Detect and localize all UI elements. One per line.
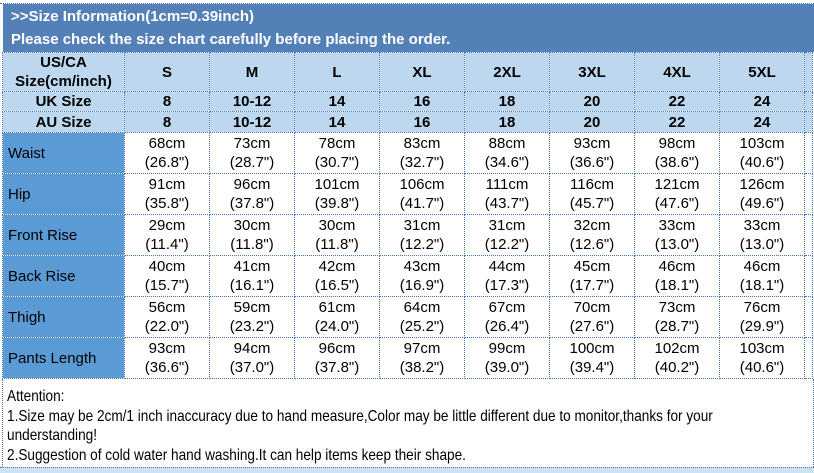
measurement-cell [720, 174, 805, 215]
measurement-cell [295, 133, 380, 174]
attention-line: 2.Suggestion of cold water hand washing.It can help items keep their shape. [7, 446, 466, 464]
banner-title: >>Size Information(1cm=0.39inch) [11, 8, 254, 25]
cm-value: 100cm [569, 340, 615, 357]
inch-value: (12.6") [569, 236, 615, 253]
au-size-cell: 18 [465, 112, 550, 133]
size-header-cell: L [295, 53, 380, 92]
au-size-cell: 20 [550, 112, 635, 133]
measurement-cell [635, 338, 720, 379]
cm-value: 61cm [318, 299, 356, 316]
cm-value: 33cm [743, 217, 781, 234]
size-info-banner [3, 4, 814, 52]
size-header-cell: 2XL [465, 53, 550, 92]
measurement-cell [720, 297, 805, 338]
measurement-cell [210, 338, 295, 379]
measurement-cell [380, 174, 465, 215]
row-label-cell: Back Rise [3, 256, 125, 297]
cm-value: 96cm [318, 340, 356, 357]
measurement-row-waist [3, 133, 813, 174]
cm-value: 30cm [318, 217, 356, 234]
measurement-cell [380, 133, 465, 174]
cm-value: 32cm [573, 217, 611, 234]
inch-value: (34.6") [484, 154, 530, 171]
measurement-cell [550, 174, 635, 215]
filler-cell [805, 112, 813, 133]
inch-value: (24.0") [314, 318, 360, 335]
filler-cell [805, 215, 813, 256]
inch-value: (39.8") [314, 195, 360, 212]
measurement-cell [720, 133, 805, 174]
inch-value: (37.8") [229, 195, 275, 212]
cm-value: 103cm [739, 135, 785, 152]
uk-size-cell: 8 [125, 92, 210, 112]
uk-size-cell: 14 [295, 92, 380, 112]
inch-value: (18.1") [654, 277, 700, 294]
inch-value: (40.6") [739, 154, 785, 171]
inch-value: (17.3") [484, 277, 530, 294]
inch-value: (36.6") [569, 154, 615, 171]
row-label-cell: Front Rise [3, 215, 125, 256]
inch-value: (37.0") [229, 359, 275, 376]
size-header-cell: 3XL [550, 53, 635, 92]
cm-value: 40cm [148, 258, 186, 275]
au-size-cell: 24 [720, 112, 805, 133]
measurement-row-thigh [3, 297, 813, 338]
inch-value: (11.4") [145, 236, 189, 253]
corner-header-cell [3, 53, 125, 92]
inch-value: (26.8") [144, 154, 190, 171]
cm-value: 41cm [233, 258, 271, 275]
corner-line1: US/CA [40, 54, 87, 71]
measurement-cell [295, 338, 380, 379]
cm-value: 64cm [403, 299, 441, 316]
cm-value: 96cm [233, 176, 271, 193]
bottom-edge-strip [0, 467, 814, 473]
measurement-cell [635, 133, 720, 174]
cm-value: 68cm [148, 135, 186, 152]
uk-size-cell: 18 [465, 92, 550, 112]
inch-value: (17.7") [569, 277, 615, 294]
cm-value: 67cm [488, 299, 526, 316]
size-header-cell: 4XL [635, 53, 720, 92]
inch-value: (32.7") [399, 154, 445, 171]
uk-size-cell: 20 [550, 92, 635, 112]
cm-value: 121cm [654, 176, 700, 193]
inch-value: (27.6") [569, 318, 615, 335]
inch-value: (12.2") [399, 236, 445, 253]
uk-size-label: UK Size [3, 92, 125, 112]
cm-value: 97cm [403, 340, 441, 357]
measurement-cell [125, 338, 210, 379]
uk-size-row [3, 92, 813, 112]
measurement-cell [380, 256, 465, 297]
measurement-cell [720, 256, 805, 297]
row-label-cell: Thigh [3, 297, 125, 338]
inch-value: (28.7") [229, 154, 275, 171]
measurement-cell [550, 133, 635, 174]
measurement-cell [210, 256, 295, 297]
inch-value: (47.6") [654, 195, 700, 212]
size-header-cell: M [210, 53, 295, 92]
inch-value: (15.7") [144, 277, 190, 294]
cm-value: 45cm [573, 258, 611, 275]
measurement-cell [210, 133, 295, 174]
inch-value: (13.0") [739, 236, 785, 253]
inch-value: (16.5") [314, 277, 360, 294]
row-label-cell: Pants Length [3, 338, 125, 379]
cm-value: 73cm [233, 135, 271, 152]
inch-value: (16.9") [399, 277, 445, 294]
measurement-cell [550, 297, 635, 338]
measurement-cell [720, 215, 805, 256]
inch-value: (37.8") [314, 359, 360, 376]
measurement-cell [380, 215, 465, 256]
measurement-row-pants-length [3, 338, 813, 379]
inch-value: (39.4") [569, 359, 615, 376]
uk-size-cell: 22 [635, 92, 720, 112]
measurement-row-front-rise [3, 215, 813, 256]
corner-line2: Size(cm/inch) [15, 73, 112, 90]
row-label-cell: Waist [3, 133, 125, 174]
measurement-cell [465, 297, 550, 338]
measurement-cell [295, 174, 380, 215]
cm-value: 103cm [739, 340, 785, 357]
size-chart-table [2, 52, 813, 379]
inch-value: (40.6") [739, 359, 785, 376]
measurement-cell [125, 174, 210, 215]
cm-value: 30cm [233, 217, 271, 234]
au-size-label: AU Size [3, 112, 125, 133]
measurement-cell [295, 215, 380, 256]
inch-value: (16.1") [229, 277, 275, 294]
measurement-cell [380, 338, 465, 379]
cm-value: 83cm [403, 135, 441, 152]
measurement-cell [210, 174, 295, 215]
row-label-cell: Hip [3, 174, 125, 215]
inch-value: (45.7") [569, 195, 615, 212]
cm-value: 88cm [488, 135, 526, 152]
measurement-cell [295, 256, 380, 297]
au-size-cell: 16 [380, 112, 465, 133]
inch-value: (36.6") [144, 359, 190, 376]
inch-value: (12.2") [484, 236, 530, 253]
measurement-cell [550, 256, 635, 297]
uk-size-cell: 10-12 [210, 92, 295, 112]
inch-value: (26.4") [484, 318, 530, 335]
size-header-cell: S [125, 53, 210, 92]
filler-cell [805, 92, 813, 112]
filler-cell [805, 338, 813, 379]
cm-value: 33cm [658, 217, 696, 234]
au-size-cell: 22 [635, 112, 720, 133]
inch-value: (38.6") [654, 154, 700, 171]
cm-value: 111cm [485, 176, 529, 193]
uk-size-cell: 24 [720, 92, 805, 112]
measurement-cell [550, 338, 635, 379]
cm-value: 126cm [739, 176, 785, 193]
au-size-row [3, 112, 813, 133]
inch-value: (23.2") [229, 318, 275, 335]
cm-value: 31cm [488, 217, 526, 234]
size-header-cell: 5XL [720, 53, 805, 92]
measurement-cell [125, 133, 210, 174]
inch-value: (28.7") [654, 318, 700, 335]
inch-value: (25.2") [399, 318, 445, 335]
inch-value: (29.9") [739, 318, 785, 335]
filler-cell [805, 174, 813, 215]
au-size-cell: 14 [295, 112, 380, 133]
cm-value: 42cm [318, 258, 356, 275]
attention-line: understanding! [7, 427, 97, 444]
cm-value: 78cm [318, 135, 356, 152]
cm-value: 29cm [148, 217, 186, 234]
inch-value: (43.7") [484, 195, 530, 212]
cm-value: 44cm [488, 258, 526, 275]
measurement-cell [295, 297, 380, 338]
filler-cell [805, 297, 813, 338]
cm-value: 46cm [743, 258, 781, 275]
attention-line: 1.Size may be 2cm/1 inch inaccuracy due to hand measure,Color may be little different due to monitor,thanks for your [7, 407, 713, 425]
measurement-row-back-rise [3, 256, 813, 297]
measurement-cell [210, 215, 295, 256]
cm-value: 106cm [399, 176, 445, 193]
au-size-cell: 10-12 [210, 112, 295, 133]
inch-value: (30.7") [314, 154, 360, 171]
filler-cell [805, 53, 813, 92]
cm-value: 91cm [148, 176, 186, 193]
au-size-cell: 8 [125, 112, 210, 133]
inch-value: (22.0") [144, 318, 190, 335]
inch-value: (13.0") [654, 236, 700, 253]
cm-value: 59cm [233, 299, 271, 316]
cm-value: 70cm [573, 299, 611, 316]
cm-value: 43cm [403, 258, 441, 275]
measurement-cell [465, 338, 550, 379]
attention-line: Attention: [7, 388, 65, 405]
cm-value: 93cm [573, 135, 611, 152]
filler-cell [805, 133, 813, 174]
inch-value: (35.8") [144, 195, 190, 212]
attention-section [2, 379, 814, 467]
measurement-cell [465, 133, 550, 174]
inch-value: (41.7") [399, 195, 445, 212]
inch-value: (49.6") [739, 195, 785, 212]
cm-value: 73cm [658, 299, 696, 316]
measurement-cell [125, 256, 210, 297]
measurement-cell [635, 297, 720, 338]
measurement-cell [635, 256, 720, 297]
cm-value: 101cm [314, 176, 360, 193]
inch-value: (40.2") [654, 359, 700, 376]
inch-value: (39.0") [484, 359, 530, 376]
inch-value: (11.8") [230, 236, 274, 253]
cm-value: 31cm [403, 217, 441, 234]
uk-size-cell: 16 [380, 92, 465, 112]
measurement-cell [210, 297, 295, 338]
measurement-cell [380, 297, 465, 338]
measurement-row-hip [3, 174, 813, 215]
filler-cell [805, 256, 813, 297]
cm-value: 116cm [570, 176, 614, 193]
size-header-row [3, 53, 813, 92]
cm-value: 46cm [658, 258, 696, 275]
cm-value: 99cm [488, 340, 526, 357]
banner-subtitle: Please check the size chart carefully before placing the order. [11, 31, 451, 48]
inch-value: (11.8") [315, 236, 359, 253]
cm-value: 102cm [654, 340, 700, 357]
measurement-cell [635, 215, 720, 256]
measurement-cell [635, 174, 720, 215]
cm-value: 76cm [743, 299, 781, 316]
cm-value: 94cm [233, 340, 271, 357]
measurement-cell [465, 256, 550, 297]
measurement-cell [465, 215, 550, 256]
measurement-cell [125, 215, 210, 256]
measurement-cell [550, 215, 635, 256]
cm-value: 93cm [148, 340, 186, 357]
cm-value: 98cm [658, 135, 696, 152]
measurement-cell [465, 174, 550, 215]
size-header-cell: XL [380, 53, 465, 92]
inch-value: (38.2") [399, 359, 445, 376]
measurement-cell [720, 338, 805, 379]
cm-value: 56cm [148, 299, 186, 316]
measurement-cell [125, 297, 210, 338]
inch-value: (18.1") [739, 277, 785, 294]
